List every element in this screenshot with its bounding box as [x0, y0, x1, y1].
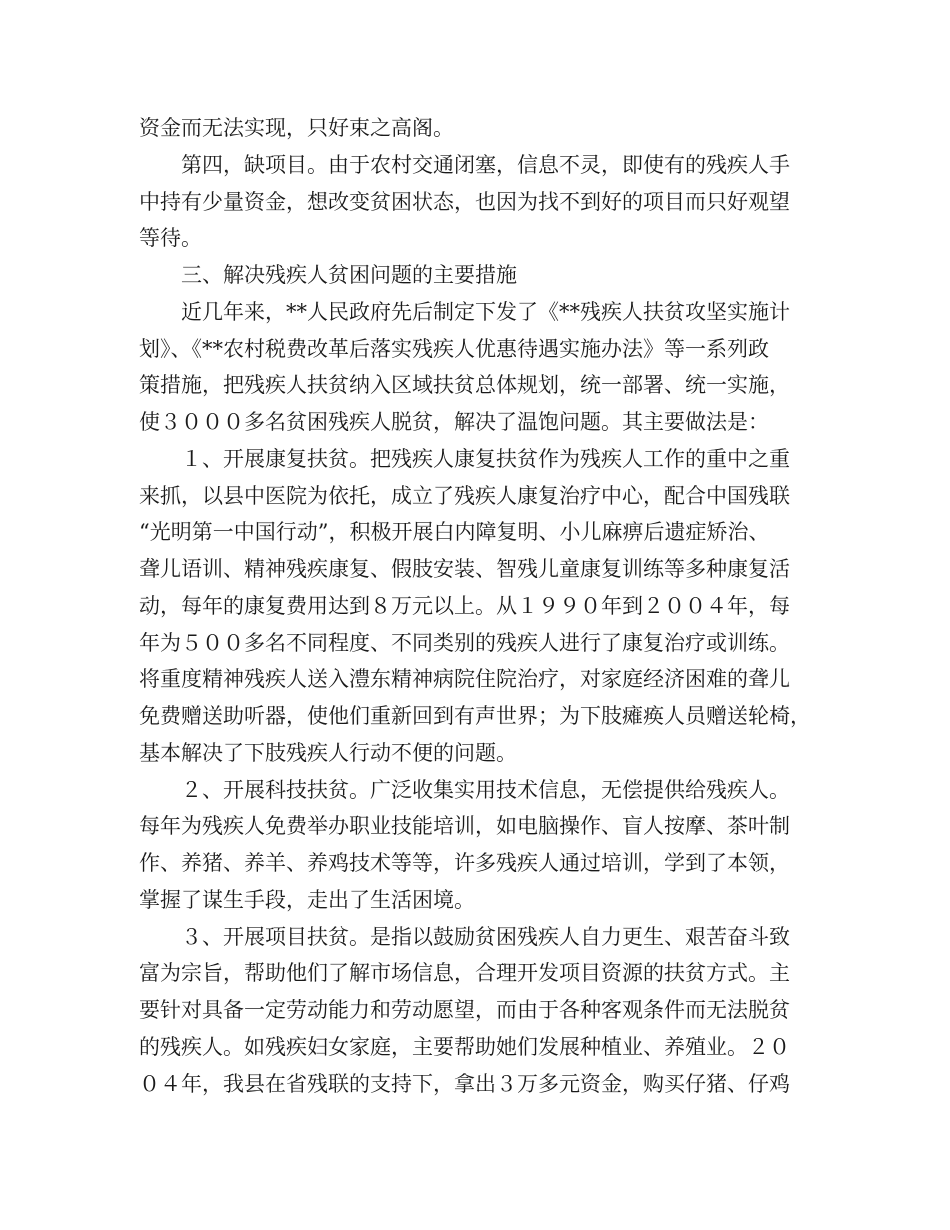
section-heading: 三、解决残疾人贫困问题的主要措施 [181, 263, 517, 287]
text-line-14: 动，每年的康复费用达到８万元以上。从１９９０年到２００４年，每 [139, 594, 790, 618]
text-line-19: ２、开展科技扶贫。广泛收集实用技术信息，无偿提供给残疾人。 [181, 778, 790, 802]
text-line-24: 富为宗旨，帮助他们了解市场信息，合理开发项目资源的扶贫方式。主 [139, 961, 790, 985]
text-line-27: ０４年，我县在省残联的支持下，拿出３万多元资金，购买仔猪、仔鸡 [139, 1072, 790, 1096]
text-line-23: ３、开展项目扶贫。是指以鼓励贫困残疾人自力更生、艰苦奋斗致 [181, 925, 790, 949]
text-line-12: “光明第一中国行动”，积极开展白内障复明、小儿麻痹后遗症矫治、 [139, 520, 770, 544]
text-line-2: 第四，缺项目。由于农村交通闭塞，信息不灵，即使有的残疾人手 [181, 153, 790, 177]
text-line-18: 基本解决了下肢残疾人行动不便的问题。 [139, 741, 517, 765]
text-line-3: 中持有少量资金，想改变贫困状态，也因为找不到好的项目而只好观望 [139, 190, 790, 214]
text-line-25: 要针对具备一定劳动能力和劳动愿望，而由于各种客观条件而无法脱贫 [139, 998, 790, 1022]
text-line-22: 掌握了谋生手段，走出了生活困境。 [139, 888, 475, 912]
text-line-7: 划》、《**农村税费改革后落实残疾人优惠待遇实施办法》等一系列政 [139, 337, 769, 361]
text-line-21: 作、养猪、养羊、养鸡技术等等，许多残疾人通过培训，学到了本领， [139, 851, 790, 875]
text-line-11: 来抓，以县中医院为依托，成立了残疾人康复治疗中心，配合中国残联 [139, 484, 790, 508]
text-line-10: １、开展康复扶贫。把残疾人康复扶贫作为残疾人工作的重中之重 [181, 447, 790, 471]
text-line-26: 的残疾人。如残疾妇女家庭，主要帮助她们发展种植业、养殖业。２０ [139, 1035, 790, 1059]
text-line-17: 免费赠送助听器，使他们重新回到有声世界；为下肢瘫痪人员赠送轮椅， [139, 704, 811, 728]
text-line-16: 将重度精神残疾人送入澧东精神病院住院治疗，对家庭经济困难的聋儿 [139, 667, 790, 691]
text-line-9: 使３０００多名贫困残疾人脱贫，解决了温饱问题。其主要做法是： [139, 410, 769, 434]
text-line-20: 每年为残疾人免费举办职业技能培训，如电脑操作、盲人按摩、茶叶制 [139, 814, 790, 838]
text-line-15: 年为５００多名不同程度、不同类别的残疾人进行了康复治疗或训练。 [139, 631, 790, 655]
text-line-8: 策措施，把残疾人扶贫纳入区域扶贫总体规划，统一部署、统一实施， [139, 373, 790, 397]
text-line-6: 近几年来，**人民政府先后制定下发了《**残疾人扶贫攻坚实施计 [181, 300, 790, 324]
text-line-1: 资金而无法实现，只好束之高阁。 [139, 116, 454, 140]
text-line-13: 聋儿语训、精神残疾康复、假肢安装、智残儿童康复训练等多种康复活 [139, 557, 790, 581]
text-line-4: 等待。 [139, 226, 202, 250]
